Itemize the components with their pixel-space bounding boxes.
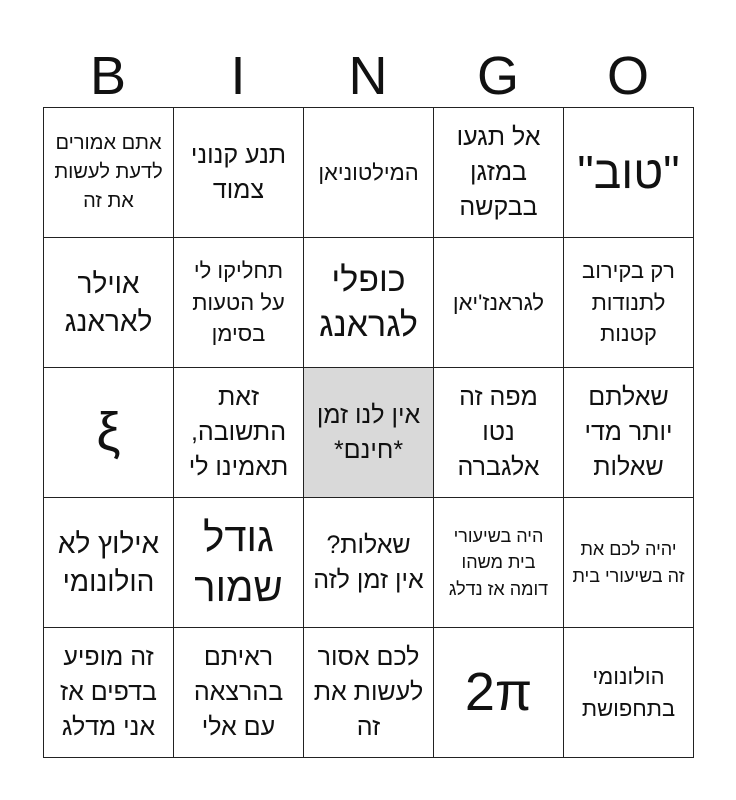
cell-text: שאלתם יותר מדי שאלות [584, 383, 673, 481]
cell-text: אילוץ לא הולונומי [57, 527, 160, 597]
cell-text: ראיתם בהרצאה עם אלי [193, 643, 284, 741]
cell-text: המילטוניאן [318, 159, 419, 185]
bingo-cell[interactable] [564, 498, 694, 628]
cell-text: "טוב" [577, 145, 680, 198]
bingo-cell[interactable] [304, 628, 434, 758]
cell-text: אל תגעו במזגן בבקשה [456, 123, 541, 221]
bingo-cell[interactable] [564, 238, 694, 368]
bingo-cell[interactable] [174, 238, 304, 368]
cell-text: כופלי לגראנג [319, 261, 418, 344]
cell-text: מפה זה נטו אלגברה [457, 383, 540, 481]
cell-text: תחליקו לי על הטעות בסימן [192, 257, 285, 347]
bingo-cell[interactable] [44, 368, 174, 498]
cell-text: שאלות? אין זמן לזה [313, 530, 424, 594]
free-cell[interactable] [304, 368, 434, 498]
bingo-cell[interactable] [174, 628, 304, 758]
header-letter-i: I [230, 46, 246, 106]
cell-text: גודל שמור [194, 515, 283, 610]
cell-text: אין לנו זמן *חינם* [316, 400, 421, 464]
header-letter-o: O [606, 46, 649, 106]
bingo-cell[interactable] [434, 628, 564, 758]
header-letter-b: B [89, 46, 127, 106]
cell-text: רק בקירוב לתנודות קטנות [582, 257, 675, 347]
cell-text: הולונומי בתחפושת [581, 663, 676, 721]
cell-text: היה בשיעורי בית משהו דומה אז נדלג [448, 526, 549, 599]
cell-text: תנע קנוני צמוד [190, 140, 287, 204]
bingo-cell[interactable] [434, 238, 564, 368]
cell-text: זאת התשובה, תאמינו לי [188, 383, 289, 481]
bingo-cell[interactable] [44, 238, 174, 368]
cell-text: לכם אסור לעשות את זה [313, 643, 424, 741]
bingo-cell[interactable] [564, 108, 694, 238]
cell-text: 2π [464, 661, 533, 722]
bingo-cell[interactable] [44, 628, 174, 758]
bingo-cell[interactable] [44, 498, 174, 628]
cell-text: אוילר לאראנג [64, 267, 153, 337]
bingo-cell[interactable] [304, 238, 434, 368]
cell-text: ξ [96, 401, 121, 462]
bingo-cell[interactable] [434, 108, 564, 238]
cell-text: לגראנז'יאן [452, 289, 545, 315]
header-letter-g: G [476, 46, 519, 106]
bingo-cell[interactable] [564, 368, 694, 498]
cell-text: זה מופיע בדפים אז אני מדלג [60, 643, 157, 741]
header-letter-n: N [348, 46, 388, 106]
bingo-cell[interactable] [174, 498, 304, 628]
bingo-header [43, 46, 693, 106]
bingo-board [43, 107, 694, 758]
bingo-cell[interactable] [304, 498, 434, 628]
bingo-cell[interactable] [434, 498, 564, 628]
bingo-cell[interactable] [304, 108, 434, 238]
cell-text: יהיה לכם את זה בשיעורי בית [572, 539, 685, 586]
bingo-cell[interactable] [174, 108, 304, 238]
bingo-cell[interactable] [434, 368, 564, 498]
bingo-cell[interactable] [564, 628, 694, 758]
bingo-cell[interactable] [44, 108, 174, 238]
cell-text: אתם אמורים לדעת לעשות את זה [54, 132, 163, 212]
bingo-cell[interactable] [174, 368, 304, 498]
